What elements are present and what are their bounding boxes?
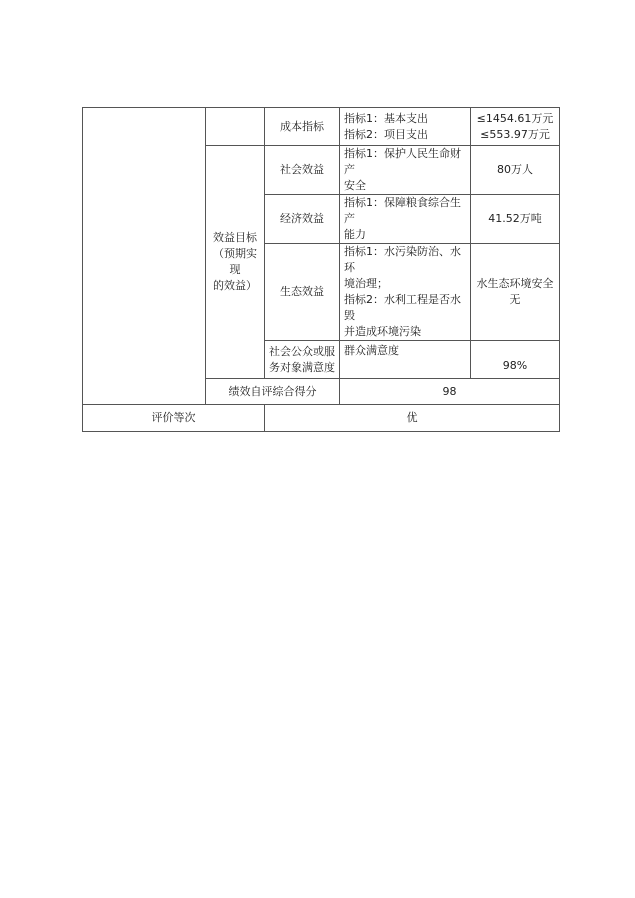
ecological-indicator: 指标1：水污染防治、水环 境治理； 指标2：水利工程是否水毁 并造成环境污染 — [340, 244, 471, 341]
score-value: 98 — [340, 379, 560, 405]
economic-indicator: 指标1：保障粮食综合生产 能力 — [340, 195, 471, 244]
cost-indicator-2: 指标2：项目支出 — [344, 127, 428, 141]
social-indicator: 指标1：保护人民生命财产 安全 — [340, 146, 471, 195]
table-row-grade — [83, 405, 560, 432]
performance-table — [82, 107, 560, 432]
satisfaction-category: 社会公众或服 务对象满意度 — [265, 341, 340, 379]
outer-blank-cell — [83, 108, 206, 405]
benefit-group-label: 效益目标 （预期实现 的效益） — [206, 146, 265, 379]
ecological-value: 水生态环境安全 无 — [471, 244, 560, 341]
ecological-category: 生态效益 — [265, 244, 340, 341]
inner-blank-cell — [206, 108, 265, 146]
score-label: 绩效自评综合得分 — [206, 379, 340, 405]
cost-category: 成本指标 — [265, 108, 340, 146]
cost-values — [471, 108, 560, 146]
satisfaction-indicator: 群众满意度 — [340, 341, 471, 379]
cost-indicator-1: 指标1：基本支出 — [344, 111, 428, 125]
satisfaction-value: 98% — [471, 341, 560, 379]
table-row-cost — [83, 108, 560, 146]
economic-value: 41.52万吨 — [471, 195, 560, 244]
cost-value-1: ≤1454.61万元 — [476, 111, 554, 125]
cost-indicators — [340, 108, 471, 146]
grade-label: 评价等次 — [83, 405, 265, 432]
social-category: 社会效益 — [265, 146, 340, 195]
economic-category: 经济效益 — [265, 195, 340, 244]
grade-value: 优 — [265, 405, 560, 432]
social-value: 80万人 — [471, 146, 560, 195]
cost-value-2: ≤553.97万元 — [480, 127, 550, 141]
